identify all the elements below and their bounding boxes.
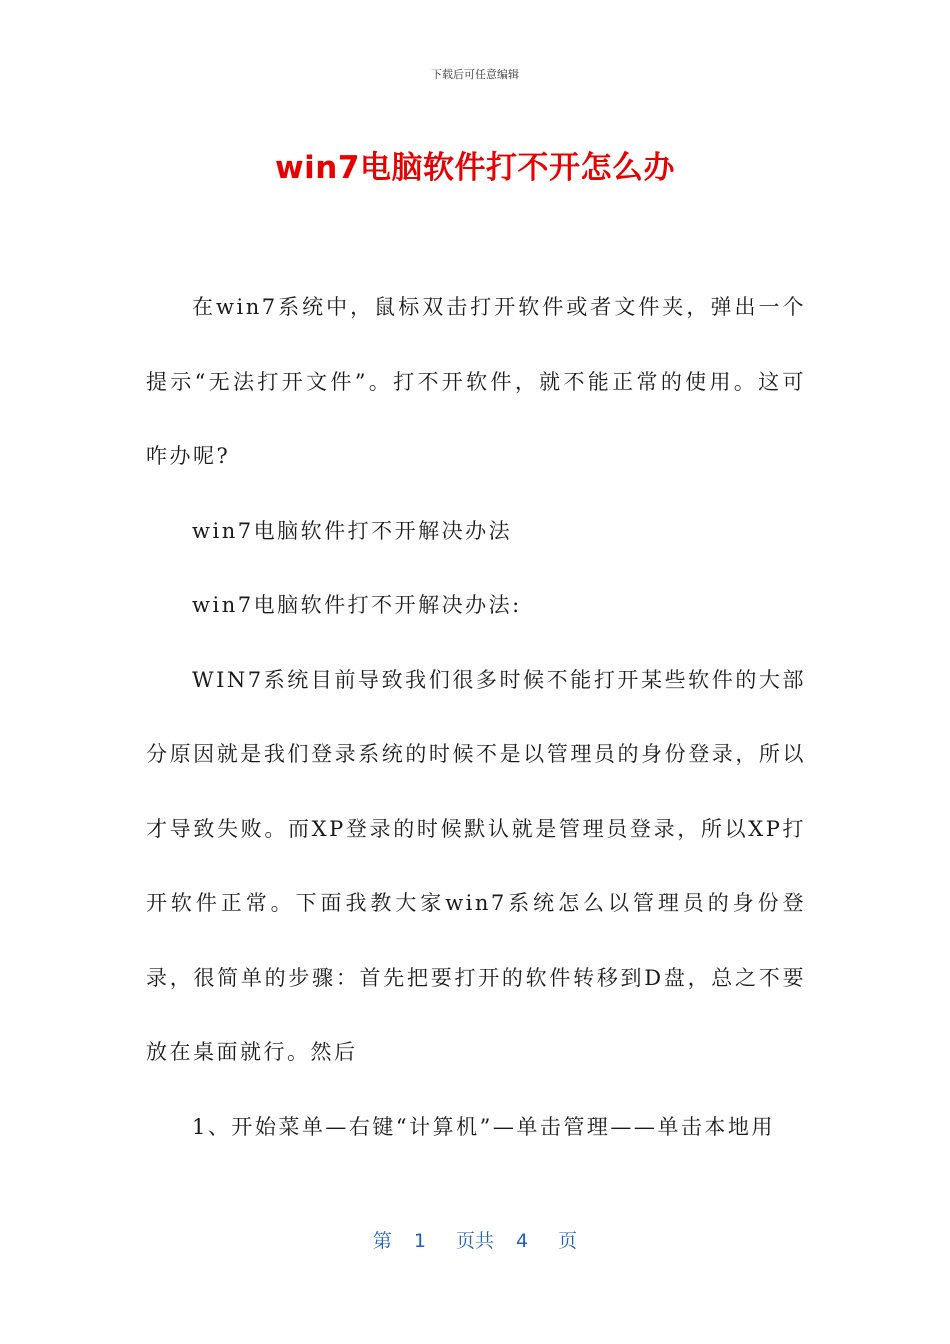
footer-page-prefix: 第 <box>372 1230 392 1252</box>
paragraph-step-1: 1、开始菜单—右键“计算机”—单击管理——单击本地用 <box>192 1114 775 1139</box>
document-body <box>146 270 806 1164</box>
paragraph-explanation: WIN7系统目前导致我们很多时候不能打开某些软件的大部分原因就是我们登录系统的时候不是以管理员的身份登录，所以才导致失败。而XP登录的时候默认就是管理员登录，所以XP打开软件正常。下面我教大家win7系统怎么以管理员的身份登录，很简单的步骤：首先把要打开的软件转移到D盘，总之不要放在桌面就行。然后 <box>146 667 806 1064</box>
footer-page-number: 1 <box>413 1230 426 1252</box>
footer-page-suffix: 页 <box>558 1230 578 1252</box>
footer-page-total: 4 <box>516 1230 529 1252</box>
header-note: 下载后可任意编辑 <box>431 68 519 81</box>
paragraph-solution-label: win7电脑软件打不开解决办法: <box>192 593 522 617</box>
paragraph-intro: 在win7系统中，鼠标双击打开软件或者文件夹，弹出一个提示“无法打开文件”。打不开软件，就不能正常的使用。这可咋办呢? <box>146 295 806 468</box>
page-footer <box>0 1226 950 1253</box>
footer-page-mid: 页共 <box>455 1230 494 1252</box>
document-title: win7电脑软件打不开怎么办 <box>275 150 675 186</box>
paragraph-solution-heading: win7电脑软件打不开解决办法 <box>192 518 513 543</box>
